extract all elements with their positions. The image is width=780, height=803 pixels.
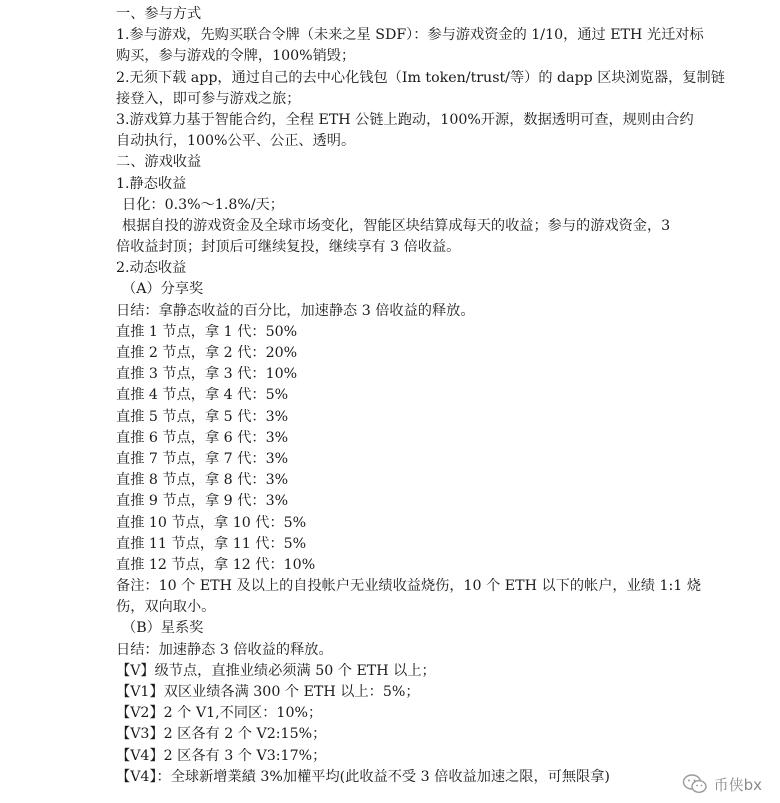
list-item: 【V4】：全球新增業績 3%加權平均(此收益不受 3 倍收益加速之限，可無限拿) bbox=[116, 768, 610, 785]
note-line: 伤，双向取小。 bbox=[116, 599, 216, 616]
list-item: 【V1】双区业绩各满 300 个 ETH 以上：5%； bbox=[116, 684, 420, 700]
wechat-icon bbox=[682, 773, 708, 795]
text-line: 接登入，即可参与游戏之旅； bbox=[116, 90, 301, 107]
heading-participation: 一、参与方式 bbox=[116, 6, 202, 22]
list-item: 直推 8 节点，拿 8 代：3% bbox=[116, 472, 289, 489]
watermark bbox=[682, 773, 762, 795]
text-line: 倍收益封顶；封顶后可继续复投，继续享有 3 倍收益。 bbox=[116, 239, 461, 256]
list-item: 直推 9 节点，拿 9 代：3% bbox=[116, 493, 289, 510]
subheading-static: 1.静态收益 bbox=[116, 175, 187, 192]
list-item: 直推 5 节点，拿 5 代：3% bbox=[116, 408, 289, 425]
text-line: 1.参与游戏，先购买联合令牌（未来之星 SDF）：参与游戏资金的 1/10，通过 ETH 光迁对标 bbox=[116, 27, 704, 44]
text-line: 日化：0.3%～1.8%/天； bbox=[122, 196, 284, 213]
list-item: 【V3】2 区各有 2 个 V2:15%； bbox=[116, 726, 327, 743]
heading-earnings: 二、游戏收益 bbox=[116, 154, 202, 171]
list-item: 直推 12 节点，拿 12 代：10% bbox=[116, 556, 316, 573]
subheading-dynamic: 2.动态收益 bbox=[116, 260, 187, 277]
document-body bbox=[116, 4, 725, 788]
text-line: 日结：拿静态收益的百分比，加速静态 3 倍收益的释放。 bbox=[116, 302, 475, 319]
text-line: 日结：加速静态 3 倍收益的释放。 bbox=[116, 641, 333, 658]
text-line: 自动执行，100%公平、公正、透明。 bbox=[116, 133, 356, 150]
list-item: 直推 7 节点，拿 7 代：3% bbox=[116, 450, 289, 467]
list-item: 直推 10 节点，拿 10 代：5% bbox=[116, 514, 307, 531]
list-item: 【V2】2 个 V1,不同区：10%； bbox=[116, 705, 323, 722]
list-item: 直推 4 节点，拿 4 代：5% bbox=[116, 387, 289, 404]
text-line: 购买，参与游戏的令牌，100%销毁； bbox=[116, 48, 356, 65]
list-item: 直推 11 节点，拿 11 代：5% bbox=[116, 535, 307, 552]
list-item: 直推 3 节点，拿 3 代：10% bbox=[116, 366, 298, 383]
list-item: 【V】级节点，直推业绩必须满 50 个 ETH 以上； bbox=[116, 662, 436, 679]
subheading-share-reward: （A）分享奖 bbox=[122, 281, 204, 298]
text-line: 3.游戏算力基于智能合约，全程 ETH 公链上跑动，100%开源，数据透明可查，规则由合约 bbox=[116, 111, 694, 128]
list-item: 直推 1 节点，拿 1 代：50% bbox=[116, 323, 298, 340]
text-line: 2.无须下载 app，通过自己的去中心化钱包（Im token/trust/等）的 dapp 区块浏览器，复制链 bbox=[116, 69, 725, 86]
note-line: 备注：10 个 ETH 及以上的自投帐户无业绩收益烧伤，10 个 ETH 以下的帐户，业绩 1:1 烧 bbox=[116, 578, 702, 595]
subheading-galaxy-reward: （B）星系奖 bbox=[122, 620, 204, 637]
watermark-text: 币侠bx bbox=[713, 775, 762, 794]
text-line: 根据自投的游戏资金及全球市场变化，智能区块结算成每天的收益；参与的游戏资金，3 bbox=[122, 217, 671, 234]
list-item: 【V4】2 区各有 3 个 V3:17%； bbox=[116, 747, 327, 764]
list-item: 直推 6 节点，拿 6 代：3% bbox=[116, 429, 289, 446]
list-item: 直推 2 节点，拿 2 代：20% bbox=[116, 345, 298, 361]
